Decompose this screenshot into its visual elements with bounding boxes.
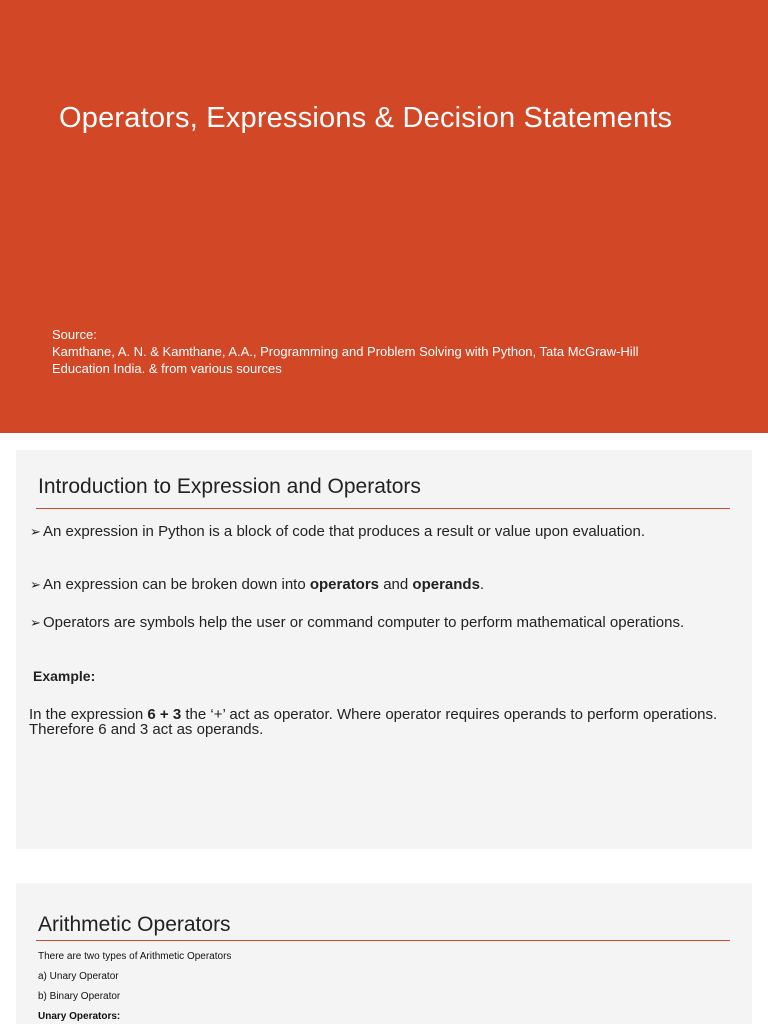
bullet-item: [30, 577, 723, 592]
presentation-title: Operators, Expressions & Decision Statements: [59, 102, 673, 134]
example-text: [29, 707, 729, 737]
source-block: [52, 326, 742, 377]
example-expression: 6 + 3: [147, 706, 182, 723]
example-label: Example:: [33, 668, 96, 684]
bullet-text: Operators are symbols help the user or command computer to perform mathematical operations.: [43, 614, 685, 631]
binary-operator-item: b) Binary Operator: [38, 991, 121, 1002]
unary-operator-item: a) Unary Operator: [38, 971, 119, 982]
title-slide: [0, 0, 768, 433]
slide-introduction: [16, 450, 752, 849]
example-text-pre: In the expression: [29, 706, 148, 723]
arith-intro-line: There are two types of Arithmetic Operators: [38, 951, 232, 962]
arrow-bullet-icon: ➢: [30, 524, 41, 539]
source-line-2: Education India. & from various sources: [52, 361, 282, 376]
bullet-text-post: .: [479, 576, 485, 593]
bullet-item: [30, 524, 723, 539]
unary-operators-heading: Unary Operators:: [38, 1011, 121, 1022]
source-label: Source:: [52, 327, 97, 342]
bullet-text-mid: and: [379, 576, 413, 593]
slide-heading: Introduction to Expression and Operators: [38, 475, 421, 498]
source-line-1: Kamthane, A. N. & Kamthane, A.A., Programming and Problem Solving with Python, Tata McGraw-Hill: [52, 344, 639, 359]
heading-divider: [36, 940, 730, 941]
slide-heading: Arithmetic Operators: [38, 913, 231, 936]
slide-arithmetic-operators: [16, 883, 752, 1024]
arrow-bullet-icon: ➢: [30, 577, 41, 592]
example-text-post: the ‘+’ act as operator. Where operator requires operands to perform operations. Therefore 6 and 3 act as operands.: [29, 706, 718, 738]
bullet-bold-operands: operands: [412, 576, 480, 593]
bullet-item: [30, 615, 723, 630]
bullet-bold-operators: operators: [309, 576, 380, 593]
bullet-text-pre: An expression can be broken down into: [43, 576, 310, 593]
bullet-text: An expression in Python is a block of code that produces a result or value upon evaluation.: [43, 523, 646, 540]
heading-divider: [36, 508, 730, 509]
arrow-bullet-icon: ➢: [30, 615, 41, 630]
